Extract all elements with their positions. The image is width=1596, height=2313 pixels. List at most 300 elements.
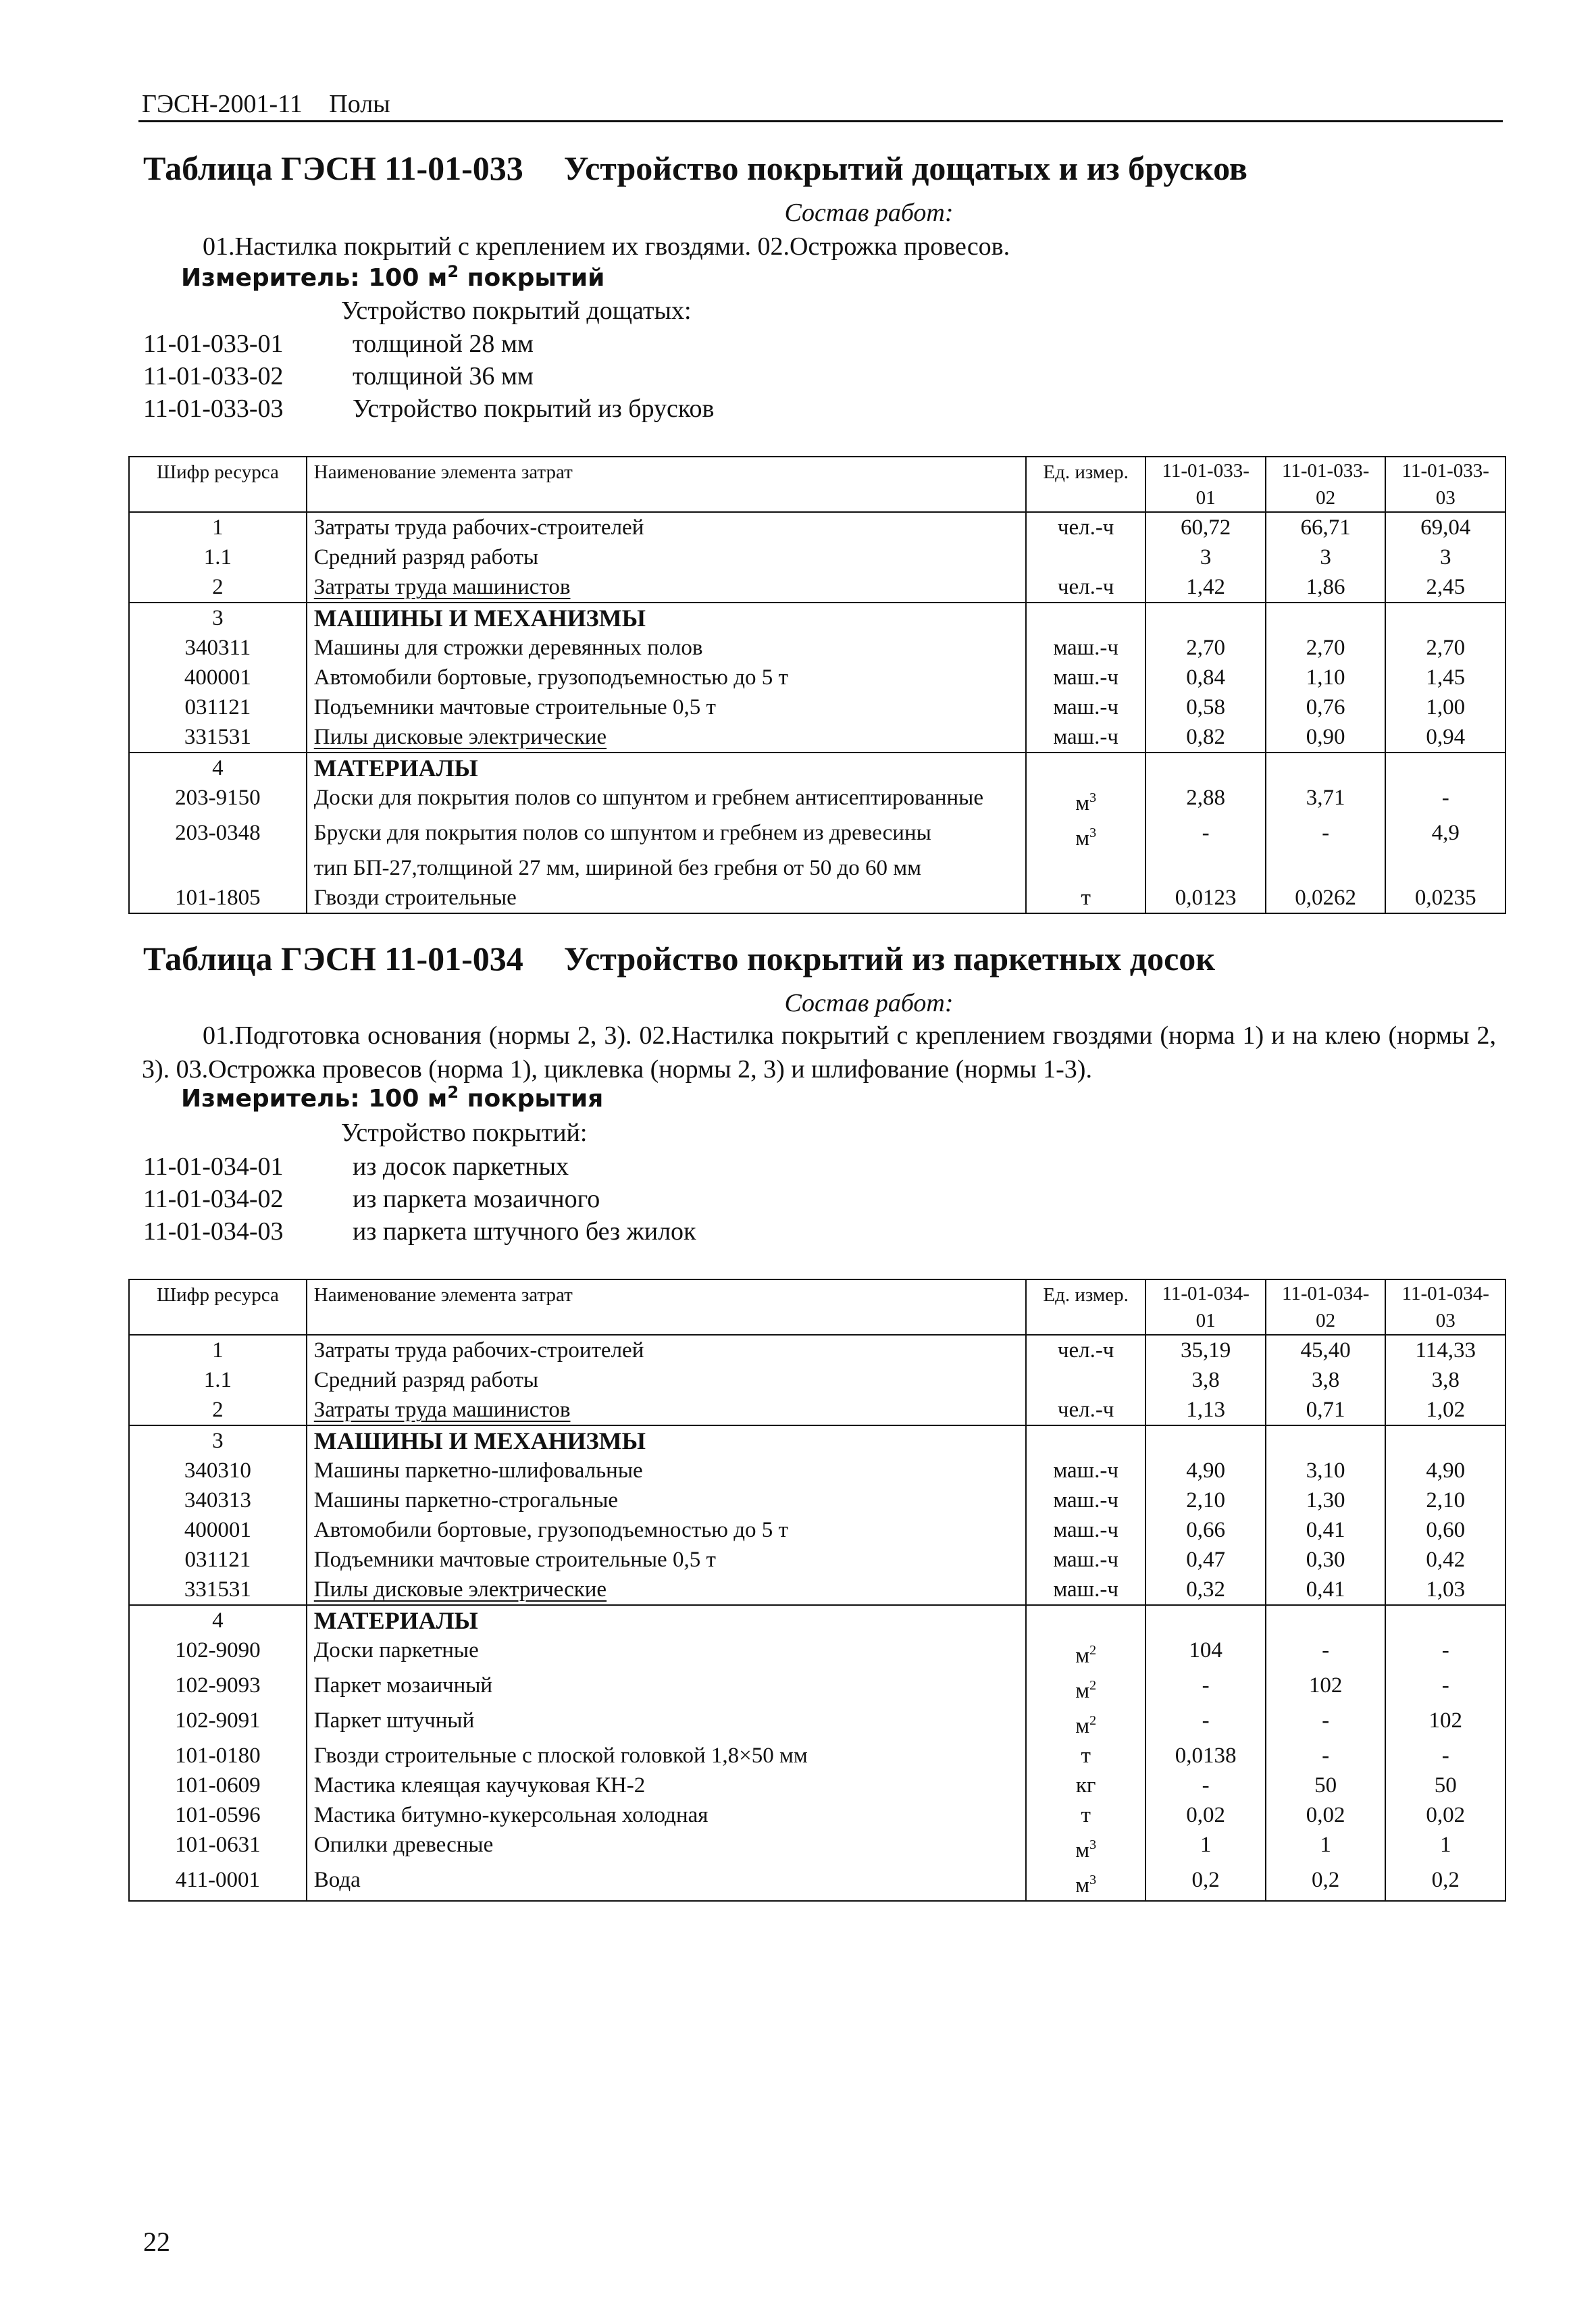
table-row: [129, 1335, 1505, 1365]
unit-cell: [1026, 692, 1146, 722]
unit-cell: [1026, 1800, 1146, 1830]
norm1-value: -: [1145, 818, 1266, 853]
unit-cell: [1026, 818, 1146, 853]
norm1-value: 0,58: [1145, 692, 1266, 722]
composition-text: 01.Подготовка основания (нормы 2, 3). 02.Настилка покрытий с креплением гвоздями (норма 1) и на клею (нормы 2, 3). 03.Острожка провесов (норма 1), циклевка (нормы 2, 3) и шлифование (нормы 1-3).: [142, 1021, 1496, 1084]
resource-code: 340313: [129, 1485, 307, 1515]
norm-item: [143, 1215, 696, 1248]
table-row: [129, 1865, 1505, 1901]
unit-cell: [1026, 753, 1146, 783]
cost-element-name: Машины для строжки деревянных полов: [307, 633, 1026, 663]
norm-description: толщиной 36 мм: [353, 362, 534, 390]
measure-label: Измеритель:: [181, 1085, 360, 1113]
group-heading-row: [129, 603, 1505, 633]
cost-element-name: Бруски для покрытия полов со шпунтом и гребнем из древесины: [307, 818, 1026, 853]
resource-code: 102-9090: [129, 1635, 307, 1671]
unit-exponent: 2: [1089, 1678, 1097, 1693]
measure-value: 100 $м^2$: [368, 262, 459, 292]
unit-cell: [1026, 1771, 1146, 1800]
group-heading-row: [129, 1425, 1505, 1456]
norm2-value: [1266, 1425, 1386, 1456]
unit-exponent: 2: [1089, 1713, 1097, 1728]
norm1-value: 4,90: [1145, 1456, 1266, 1485]
resource-code: 203-0348: [129, 818, 307, 853]
norm-intro: Устройство покрытий дощатых:: [341, 297, 692, 325]
norm-code: 11-01-034-01: [143, 1152, 284, 1181]
unit-exponent: 3: [1089, 1837, 1097, 1852]
norm1-value: -: [1145, 1706, 1266, 1741]
col-norm2-header: 11-01-034-02: [1266, 1279, 1386, 1335]
table-row: [129, 663, 1505, 692]
norm1-value: 0,66: [1145, 1515, 1266, 1545]
cost-element-name: Мастика битумно-кукерсольная холодная: [307, 1800, 1026, 1830]
cost-element-name: МАТЕРИАЛЫ: [307, 1605, 1026, 1635]
measure-unit: покрытия: [467, 1085, 604, 1113]
unit-cell: [1026, 1456, 1146, 1485]
norm1-value: -: [1145, 1771, 1266, 1800]
unit-exponent: 2: [1089, 1643, 1097, 1658]
norm3-value: [1385, 1425, 1505, 1456]
unit-text: т: [1081, 886, 1091, 910]
cost-element-name: Подъемники мачтовые строительные 0,5 т: [307, 1545, 1026, 1575]
norm2-value: 3,8: [1266, 1365, 1386, 1395]
norm1-value: 2,10: [1145, 1485, 1266, 1515]
norm2-value: 0,41: [1266, 1515, 1386, 1545]
unit-cell: [1026, 663, 1146, 692]
measure-value: 100 $м^2$: [368, 1083, 459, 1113]
norm3-value: [1385, 853, 1505, 883]
table-name: Устройство покрытий дощатых и из брусков: [563, 149, 1247, 187]
cost-element-name: Вода: [307, 1865, 1026, 1901]
table-body: [129, 512, 1505, 913]
norm3-value: 114,33: [1385, 1335, 1505, 1365]
norm1-value: 3,8: [1145, 1365, 1266, 1395]
table-row: [129, 1741, 1505, 1771]
col-name-header: Наименование элемента затрат: [307, 457, 1026, 512]
unit-exponent: 3: [1089, 790, 1097, 805]
norm2-value: 50: [1266, 1771, 1386, 1800]
resource-code: 400001: [129, 663, 307, 692]
norm1-value: [1145, 853, 1266, 883]
norm-description: из паркета штучного без жилок: [353, 1217, 696, 1246]
unit-text: м: [1075, 1838, 1090, 1862]
unit-cell: [1026, 1545, 1146, 1575]
unit-text: маш.-ч: [1053, 665, 1118, 690]
norm1-value: 0,82: [1145, 722, 1266, 753]
norm1-value: [1145, 1425, 1266, 1456]
unit-cell: [1026, 1425, 1146, 1456]
col-norm3-header: 11-01-034-03: [1385, 1279, 1505, 1335]
norm3-value: 102: [1385, 1706, 1505, 1741]
table-number: Таблица ГЭСН 11-01-033: [143, 149, 523, 187]
unit-cell: [1026, 1605, 1146, 1635]
group-heading-row: [129, 1605, 1505, 1635]
norm1-value: 1,42: [1145, 572, 1266, 603]
norm-code: 11-01-033-03: [143, 395, 284, 423]
norm3-value: 2,45: [1385, 572, 1505, 603]
cost-element-name: Затраты труда рабочих-строителей: [307, 512, 1026, 542]
table-row: [129, 1395, 1505, 1425]
unit-cell: [1026, 1865, 1146, 1901]
norm3-value: 50: [1385, 1771, 1505, 1800]
norm-item: [143, 392, 714, 425]
norm-item: [143, 328, 714, 360]
norm2-value: -: [1266, 1741, 1386, 1771]
cost-element-name: Мастика клеящая каучуковая КН-2: [307, 1771, 1026, 1800]
col-norm1-header: 11-01-033-01: [1145, 457, 1266, 512]
norm-description: из досок паркетных: [353, 1152, 569, 1181]
resource-code: 2: [129, 572, 307, 603]
unit-cell: [1026, 1365, 1146, 1395]
unit-text: м: [1075, 1644, 1090, 1668]
unit-text: м: [1075, 1679, 1090, 1703]
norm2-value: -: [1266, 818, 1386, 853]
norm2-value: 2,70: [1266, 633, 1386, 663]
norm2-value: [1266, 603, 1386, 633]
table-row: [129, 1800, 1505, 1830]
table-row: [129, 1485, 1505, 1515]
norm2-value: -: [1266, 1635, 1386, 1671]
unit-cell: [1026, 572, 1146, 603]
table-row: [129, 1365, 1505, 1395]
norm1-value: 104: [1145, 1635, 1266, 1671]
resource-code: 3: [129, 1425, 307, 1456]
norm2-value: 45,40: [1266, 1335, 1386, 1365]
norm2-value: [1266, 1605, 1386, 1635]
unit-text: т: [1081, 1744, 1091, 1768]
table-row: [129, 1545, 1505, 1575]
cost-element-name: Пилы дисковые электрические: [307, 722, 1026, 753]
norm1-value: 35,19: [1145, 1335, 1266, 1365]
unit-cell: [1026, 1706, 1146, 1741]
norm2-value: 1: [1266, 1830, 1386, 1865]
header-row: [129, 1279, 1505, 1335]
norm-list: [143, 1150, 696, 1248]
norm3-value: 1,00: [1385, 692, 1505, 722]
cost-element-name: МАШИНЫ И МЕХАНИЗМЫ: [307, 603, 1026, 633]
unit-cell: [1026, 1335, 1146, 1365]
col-name-header: Наименование элемента затрат: [307, 1279, 1026, 1335]
running-header: [142, 89, 390, 119]
norm1-value: -: [1145, 1671, 1266, 1706]
unit-text: маш.-ч: [1053, 636, 1118, 660]
cost-element-name: Доски для покрытия полов со шпунтом и гребнем антисептированные: [307, 783, 1026, 818]
unit-exponent: 3: [1089, 1873, 1097, 1887]
resource-code: 3: [129, 603, 307, 633]
header-row: [129, 457, 1505, 512]
norm-description: толщиной 28 мм: [353, 330, 534, 358]
norm2-value: 0,90: [1266, 722, 1386, 753]
norm1-value: 0,2: [1145, 1865, 1266, 1901]
header-rule: [138, 120, 1503, 122]
norm-code: 11-01-033-02: [143, 362, 284, 390]
measure-unit: покрытий: [467, 264, 605, 292]
norm1-value: 0,47: [1145, 1545, 1266, 1575]
norm3-value: [1385, 603, 1505, 633]
resource-table: [128, 1279, 1506, 1902]
norm2-value: 0,71: [1266, 1395, 1386, 1425]
cost-element-name: Машины паркетно-шлифовальные: [307, 1456, 1026, 1485]
resource-code: 4: [129, 753, 307, 783]
resource-table: [128, 456, 1506, 914]
cost-element-name: Доски паркетные: [307, 1635, 1026, 1671]
unit-cell: [1026, 512, 1146, 542]
table-row: [129, 853, 1505, 883]
norm3-value: -: [1385, 1741, 1505, 1771]
cost-element-name: Затраты труда рабочих-строителей: [307, 1335, 1026, 1365]
unit-cell: [1026, 1485, 1146, 1515]
resource-code: 1: [129, 512, 307, 542]
norm3-value: 0,02: [1385, 1800, 1505, 1830]
norm3-value: -: [1385, 783, 1505, 818]
resource-code: 1: [129, 1335, 307, 1365]
table-body: [129, 1335, 1505, 1901]
resource-code: 102-9091: [129, 1706, 307, 1741]
resource-code: 102-9093: [129, 1671, 307, 1706]
unit-text: маш.-ч: [1053, 695, 1118, 719]
cost-element-name: Пилы дисковые электрические: [307, 1575, 1026, 1605]
norm2-value: 0,02: [1266, 1800, 1386, 1830]
norm3-value: 1: [1385, 1830, 1505, 1865]
unit-text: маш.-ч: [1053, 725, 1118, 749]
table-row: [129, 1575, 1505, 1605]
norm-item: [143, 1150, 696, 1183]
cost-element-name: Опилки древесные: [307, 1830, 1026, 1865]
norm1-value: [1145, 603, 1266, 633]
norm2-value: 1,86: [1266, 572, 1386, 603]
cost-element-name: Паркет штучный: [307, 1706, 1026, 1741]
norm-list: [143, 328, 714, 425]
unit-cell: [1026, 1575, 1146, 1605]
norm1-value: 1,13: [1145, 1395, 1266, 1425]
norm2-value: 1,30: [1266, 1485, 1386, 1515]
unit-text: м: [1075, 1873, 1090, 1898]
cost-element-name: Машины паркетно-строгальные: [307, 1485, 1026, 1515]
section-name: Полы: [329, 90, 390, 118]
resource-code: 101-0609: [129, 1771, 307, 1800]
unit-cell: [1026, 722, 1146, 753]
norm2-value: 1,10: [1266, 663, 1386, 692]
table-row: [129, 512, 1505, 542]
resource-code: 331531: [129, 722, 307, 753]
norm3-value: 2,10: [1385, 1485, 1505, 1515]
unit-cell: [1026, 1395, 1146, 1425]
cost-element-name: Паркет мозаичный: [307, 1671, 1026, 1706]
group-heading-row: [129, 753, 1505, 783]
unit-cell: [1026, 603, 1146, 633]
unit-text: маш.-ч: [1053, 1548, 1118, 1572]
norm2-value: 3,71: [1266, 783, 1386, 818]
norm2-value: [1266, 753, 1386, 783]
norm3-value: 1,45: [1385, 663, 1505, 692]
norm3-value: 0,94: [1385, 722, 1505, 753]
norm2-value: 3,10: [1266, 1456, 1386, 1485]
norm3-value: 1,02: [1385, 1395, 1505, 1425]
unit-text: т: [1081, 1803, 1091, 1827]
norm1-value: 0,02: [1145, 1800, 1266, 1830]
measure-line: [181, 262, 604, 292]
unit-cell: [1026, 1830, 1146, 1865]
unit-text: м: [1075, 791, 1090, 815]
cost-element-name: тип БП-27,толщиной 27 мм, шириной без гребня от 50 до 60 мм: [307, 853, 1026, 883]
table-heading: [143, 939, 1215, 978]
norm3-value: 3,8: [1385, 1365, 1505, 1395]
norm3-value: -: [1385, 1635, 1505, 1671]
norm1-value: 0,32: [1145, 1575, 1266, 1605]
norm2-value: 0,0262: [1266, 883, 1386, 913]
resource-code: 203-9150: [129, 783, 307, 818]
composition-heading: Состав работ:: [784, 199, 954, 227]
cost-element-name: Автомобили бортовые, грузоподъемностью до 5 т: [307, 1515, 1026, 1545]
unit-cell: [1026, 1741, 1146, 1771]
unit-cell: [1026, 633, 1146, 663]
unit-text: м: [1075, 1714, 1090, 1738]
table-row: [129, 883, 1505, 913]
unit-text: кг: [1075, 1773, 1096, 1798]
col-norm1-header: 11-01-034-01: [1145, 1279, 1266, 1335]
table-row: [129, 1771, 1505, 1800]
cost-element-name: Затраты труда машинистов: [307, 1395, 1026, 1425]
norm3-value: [1385, 1605, 1505, 1635]
norm-item: [143, 360, 714, 392]
resource-code: 400001: [129, 1515, 307, 1545]
table-row: [129, 1515, 1505, 1545]
cost-element-name: Автомобили бортовые, грузоподъемностью до 5 т: [307, 663, 1026, 692]
norm3-value: 0,60: [1385, 1515, 1505, 1545]
unit-text: м: [1075, 826, 1090, 850]
norm3-value: 69,04: [1385, 512, 1505, 542]
norm3-value: 0,2: [1385, 1865, 1505, 1901]
norm3-value: [1385, 753, 1505, 783]
standard-code: ГЭСН-2001-11: [142, 90, 303, 118]
norm1-value: 2,70: [1145, 633, 1266, 663]
table-row: [129, 783, 1505, 818]
cost-element-name: МАТЕРИАЛЫ: [307, 753, 1026, 783]
table-row: [129, 692, 1505, 722]
table-number: Таблица ГЭСН 11-01-034: [143, 940, 523, 977]
cost-element-name: МАШИНЫ И МЕХАНИЗМЫ: [307, 1425, 1026, 1456]
unit-exponent: 3: [1089, 825, 1097, 840]
cost-element-name: Подъемники мачтовые строительные 0,5 т: [307, 692, 1026, 722]
measure-line: [181, 1083, 603, 1113]
table-row: [129, 1456, 1505, 1485]
norm-item: [143, 1183, 696, 1215]
norm2-value: 102: [1266, 1671, 1386, 1706]
resource-code: 4: [129, 1605, 307, 1635]
unit-cell: [1026, 1671, 1146, 1706]
col-unit-header: Ед. измер.: [1026, 457, 1146, 512]
table-row: [129, 572, 1505, 603]
norm3-value: -: [1385, 1671, 1505, 1706]
cost-element-name: Средний разряд работы: [307, 542, 1026, 572]
norm1-value: 2,88: [1145, 783, 1266, 818]
norm1-value: [1145, 753, 1266, 783]
table-row: [129, 1830, 1505, 1865]
unit-text: маш.-ч: [1053, 1458, 1118, 1483]
resource-code: 031121: [129, 692, 307, 722]
resource-code: 1.1: [129, 542, 307, 572]
resource-code: 340311: [129, 633, 307, 663]
norm2-value: 0,30: [1266, 1545, 1386, 1575]
resource-code: 411-0001: [129, 1865, 307, 1901]
table-heading: [143, 149, 1247, 188]
resource-code: 1.1: [129, 1365, 307, 1395]
cost-element-name: Гвозди строительные: [307, 883, 1026, 913]
unit-text: маш.-ч: [1053, 1577, 1118, 1602]
norm1-value: 0,0138: [1145, 1741, 1266, 1771]
norm3-value: 1,03: [1385, 1575, 1505, 1605]
table-row: [129, 722, 1505, 753]
norm2-value: 3: [1266, 542, 1386, 572]
table-row: [129, 542, 1505, 572]
norm1-value: 3: [1145, 542, 1266, 572]
norm2-value: 66,71: [1266, 512, 1386, 542]
norm1-value: 0,0123: [1145, 883, 1266, 913]
col-code-header: Шифр ресурса: [129, 457, 307, 512]
norm1-value: 60,72: [1145, 512, 1266, 542]
resource-code: [129, 853, 307, 883]
norm1-value: 0,84: [1145, 663, 1266, 692]
norm2-value: -: [1266, 1706, 1386, 1741]
cost-element-name: Затраты труда машинистов: [307, 572, 1026, 603]
resource-code: 101-1805: [129, 883, 307, 913]
norm-code: 11-01-033-01: [143, 330, 284, 358]
resource-code: 2: [129, 1395, 307, 1425]
unit-cell: [1026, 1635, 1146, 1671]
unit-text: маш.-ч: [1053, 1518, 1118, 1542]
norm2-value: 0,41: [1266, 1575, 1386, 1605]
norm1-value: [1145, 1605, 1266, 1635]
unit-cell: [1026, 883, 1146, 913]
norm3-value: 2,70: [1385, 633, 1505, 663]
measure-label: Измеритель:: [181, 264, 360, 292]
resource-code: 331531: [129, 1575, 307, 1605]
unit-text: чел.-ч: [1057, 515, 1114, 540]
norm2-value: [1266, 853, 1386, 883]
col-code-header: Шифр ресурса: [129, 1279, 307, 1335]
norm3-value: 3: [1385, 542, 1505, 572]
resource-code: 101-0596: [129, 1800, 307, 1830]
unit-cell: [1026, 542, 1146, 572]
table-row: [129, 818, 1505, 853]
table-row: [129, 1635, 1505, 1671]
col-norm3-header: 11-01-033-03: [1385, 457, 1505, 512]
norm-description: Устройство покрытий из брусков: [353, 395, 715, 423]
norm3-value: 0,42: [1385, 1545, 1505, 1575]
unit-cell: [1026, 853, 1146, 883]
unit-cell: [1026, 1515, 1146, 1545]
unit-text: чел.-ч: [1057, 1398, 1114, 1422]
norm1-value: 1: [1145, 1830, 1266, 1865]
resource-code: 101-0180: [129, 1741, 307, 1771]
table-header: [129, 1279, 1505, 1335]
table-row: [129, 1706, 1505, 1741]
col-unit-header: Ед. измер.: [1026, 1279, 1146, 1335]
col-norm2-header: 11-01-033-02: [1266, 457, 1386, 512]
table-name: Устройство покрытий из паркетных досок: [563, 940, 1216, 977]
norm-description: из паркета мозаичного: [353, 1185, 600, 1213]
table-row: [129, 1671, 1505, 1706]
resource-code: 340310: [129, 1456, 307, 1485]
norm3-value: 4,90: [1385, 1456, 1505, 1485]
unit-cell: [1026, 783, 1146, 818]
norm3-value: 4,9: [1385, 818, 1505, 853]
composition-text: 01.Настилка покрытий с креплением их гвоздями. 02.Острожка провесов.: [203, 232, 1010, 261]
norm3-value: 0,0235: [1385, 883, 1505, 913]
table-header: [129, 457, 1505, 512]
unit-text: маш.-ч: [1053, 1488, 1118, 1513]
resource-code: 031121: [129, 1545, 307, 1575]
